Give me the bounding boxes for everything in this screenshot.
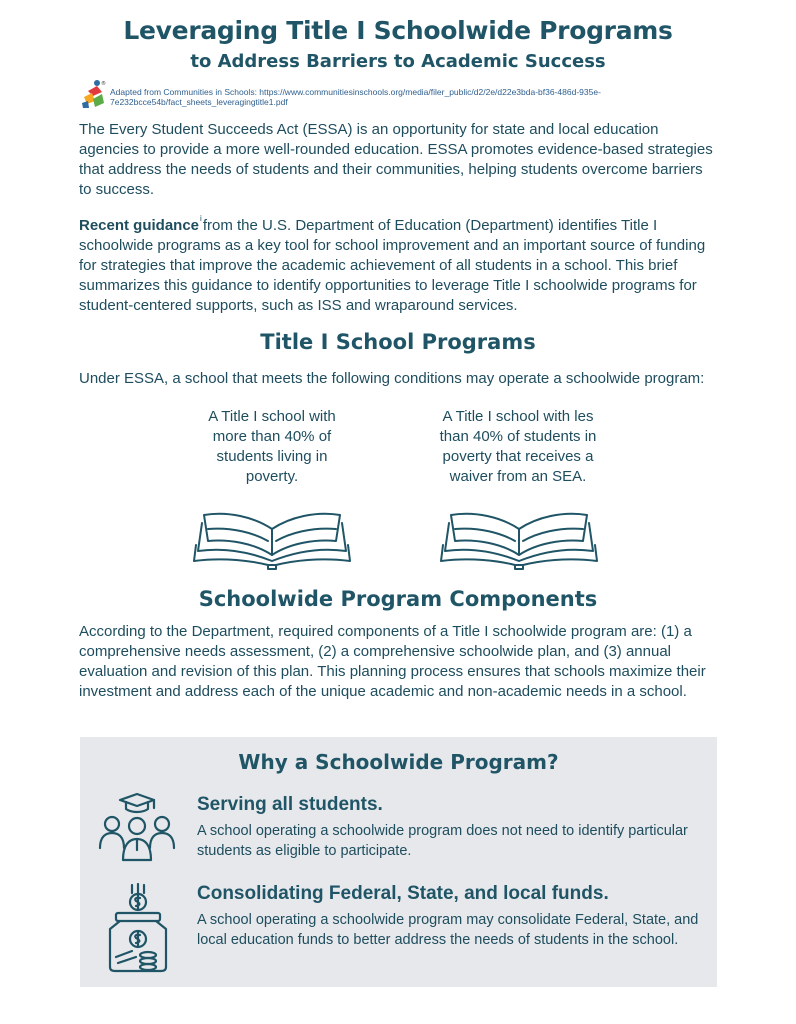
page-title: Leveraging Title I Schoolwide Programs	[123, 16, 673, 45]
open-book-icon	[192, 507, 352, 571]
guidance-paragraph	[79, 209, 719, 316]
why-item-1-text: A school operating a schoolwide program does not need to identify particular students as eligible to participate.	[197, 823, 688, 859]
condition-1: A Title I school with more than 40% of students living in poverty.	[208, 408, 336, 485]
source-note	[110, 87, 630, 107]
why-heading: Why a Schoolwide Program?	[238, 750, 559, 774]
intro-paragraph: The Every Student Succeeds Act (ESSA) is an opportunity for state and local education agencies to provide a more well-rounded education. ESSA promotes evidence-based strategies that address the needs of students and their communities, helping students overcome barriers to success.	[79, 121, 713, 198]
guidance-bold: Recent guidance	[79, 217, 200, 234]
why-item-1-title: Serving all students.	[197, 794, 383, 815]
svg-text:®: ®	[101, 81, 106, 87]
money-jar-icon	[102, 883, 172, 973]
guidance-text: from the U.S. Department of Education (Department) identifies Title I schoolwide programs as a key tool for school improvement and an important source of funding for strategies that improve the academic achievement of all students in a school. This brief summarizes this guidance to identify opportunities to leverage Title I schoolwide programs for student-centered supports, such as ISS and wraparound services.	[79, 217, 706, 314]
conditions-intro: Under ESSA, a school that meets the following conditions may operate a schoolwide program:	[79, 370, 705, 387]
source-note-line2: 7e232bcce54b/fact_sheets_leveragingtitle1.pdf	[110, 97, 288, 107]
section-title-school-programs: Title I School Programs	[260, 330, 536, 354]
why-item-2-title: Consolidating Federal, State, and local funds.	[197, 883, 609, 904]
why-schoolwide-box	[80, 737, 717, 987]
why-item-2-text: A school operating a schoolwide program may consolidate Federal, State, and local education funds to better address the needs of students in the school.	[197, 912, 699, 948]
condition-2: A Title I school with les than 40% of students in poverty that receives a waiver from an SEA.	[439, 408, 597, 485]
open-book-icon	[439, 507, 599, 571]
footnote-marker: i	[200, 214, 202, 223]
section-title-components: Schoolwide Program Components	[198, 587, 598, 611]
source-note-line1: Adapted from Communities in Schools: https://www.communitiesinschools.org/media/filer_public/d2/2e/d22e3bda-bf36-486d-935e-	[110, 87, 601, 97]
communities-in-schools-logo-icon	[80, 79, 106, 109]
students-graduation-icon	[98, 792, 176, 864]
page-subtitle: to Address Barriers to Academic Success	[190, 51, 606, 72]
components-paragraph: According to the Department, required components of a Title I schoolwide program are: (1) a comprehensive needs assessment, (2) a comprehensive schoolwide plan, and (3) annual evaluation and revision of this plan. This planning process ensures that schools maximize their investment and address each of the unique academic and non-academic needs in a school.	[79, 623, 706, 700]
